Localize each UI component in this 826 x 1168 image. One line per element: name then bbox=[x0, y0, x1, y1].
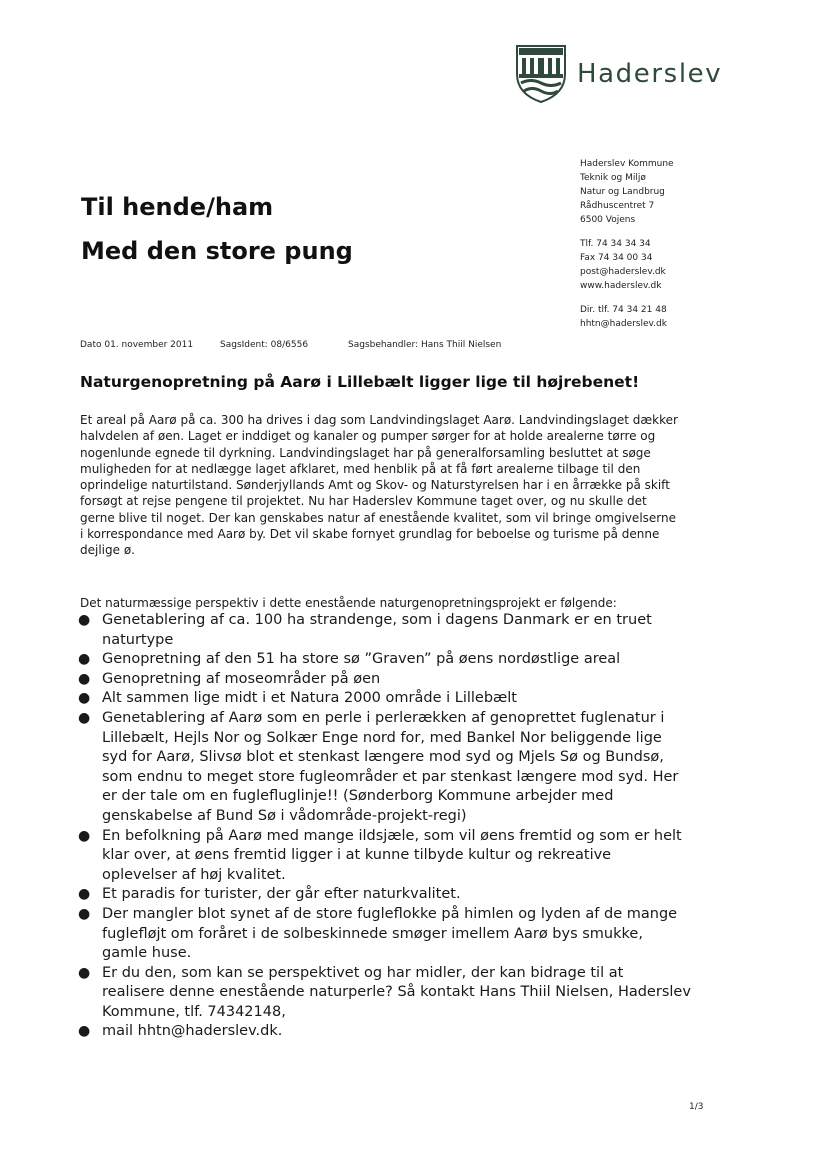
recipient-block bbox=[81, 193, 353, 265]
list-item-line: syd for Aarø, Slivsø blot et stenkast længere mod syd og Mjels Sø og Bundsø, bbox=[102, 749, 664, 766]
list-item-line: Genetablering af Aarø som en perle i perlerækken af genoprettet fuglenatur i bbox=[102, 709, 665, 726]
address-line: Natur og Landbrug bbox=[580, 187, 665, 197]
bullet-icon: ● bbox=[78, 690, 91, 707]
paragraph-line: i korrespondance med Aarø by. Det vil skabe fornyet grundlag for beboelse og turisme på denne bbox=[80, 527, 660, 542]
fax: Fax 74 34 00 34 bbox=[580, 253, 653, 263]
bullet-icon: ● bbox=[78, 905, 91, 922]
bullet-icon: ● bbox=[78, 964, 91, 981]
list-item bbox=[78, 611, 738, 650]
website-link[interactable]: www.haderslev.dk bbox=[580, 281, 662, 291]
list-item-line: som endnu to meget store fugleområder et par stenkast længere mod syd. Her bbox=[102, 768, 679, 785]
recipient-line-1: Til hende/ham bbox=[81, 193, 274, 221]
list-item-line: En befolkning på Aarø med mange ildsjæle, som vil øens fremtid og som er helt bbox=[102, 827, 682, 844]
bullet-icon: ● bbox=[78, 827, 91, 844]
case-handler: Sagsbehandler: Hans Thiil Nielsen bbox=[348, 340, 502, 350]
direct-email-link[interactable]: hhtn@haderslev.dk bbox=[580, 319, 667, 329]
list-item-line: er der tale om en fuglefluglinje!! (Sønderborg Kommune arbejder med bbox=[102, 788, 614, 805]
list-item bbox=[78, 709, 738, 827]
phone: Tlf. 74 34 34 34 bbox=[580, 239, 651, 249]
paragraph-line: muligheden for at nedlægge laget afklaret, med henblik på at få ført arealerne tilbage til den bbox=[80, 461, 641, 476]
list-item-line: Et paradis for turister, der går efter naturkvalitet. bbox=[102, 886, 461, 903]
address-line: Rådhuscentret 7 bbox=[580, 201, 655, 211]
list-item-line: fuglefløjt om foråret i de solbeskinnede smøger imellem Aarø bys smukke, bbox=[102, 925, 643, 942]
email-link[interactable]: post@haderslev.dk bbox=[580, 267, 666, 277]
list-item-line: gamle huse. bbox=[102, 945, 192, 962]
list-item-line: Genopretning af moseområder på øen bbox=[102, 670, 381, 687]
list-item-line: Alt sammen lige midt i et Natura 2000 område i Lillebælt bbox=[102, 690, 517, 707]
paragraph-line: oprindelige naturtilstand. Sønderjyllands Amt og Skov- og Naturstyrelsen har i en årrække på skift bbox=[80, 478, 670, 493]
paragraph-line: nogenlunde egnede til dyrkning. Landvindingslaget har på generalforsamling besluttet at søge bbox=[80, 445, 651, 460]
logo-wordmark: Haderslev bbox=[577, 59, 723, 89]
list-item-line: Lillebælt, Hejls Nor og Solkær Enge nord for, med Bankel Nor beliggende lige bbox=[102, 729, 662, 746]
list-item bbox=[78, 670, 738, 690]
page-number: 1/3 bbox=[689, 1102, 704, 1112]
list-item-line: Genopretning af den 51 ha store sø ”Graven” på øens nordøstlige areal bbox=[102, 651, 621, 668]
list-item-line: oplevelser af høj kvalitet. bbox=[102, 866, 286, 883]
paragraph-line: Et areal på Aarø på ca. 300 ha drives i dag som Landvindingslaget Aarø. Landvindingslaget dækker bbox=[80, 413, 678, 427]
list-item-line: Der mangler blot synet af de store fugleflokke på himlen og lyden af de mange bbox=[102, 905, 678, 922]
list-item bbox=[78, 1022, 738, 1042]
case-id: SagsIdent: 08/6556 bbox=[220, 340, 309, 350]
address-line: Teknik og Miljø bbox=[580, 173, 646, 183]
direct-phone: Dir. tlf. 74 34 21 48 bbox=[580, 305, 667, 315]
bullet-icon: ● bbox=[78, 1023, 91, 1040]
bullets-intro: Det naturmæssige perspektiv i dette enestående naturgenopretningsprojekt er følgende: bbox=[80, 596, 617, 610]
perspective-list bbox=[78, 611, 738, 1042]
bullet-icon: ● bbox=[78, 670, 91, 687]
list-item-line: klar over, at øens fremtid ligger i at kunne tilbyde kultur og rekreative bbox=[102, 847, 612, 864]
list-item-line: Kommune, tlf. 74342148, bbox=[102, 1003, 286, 1020]
coat-of-arms-icon bbox=[513, 40, 569, 104]
sender-address bbox=[580, 157, 674, 331]
address-line: 6500 Vojens bbox=[580, 215, 636, 225]
letter-date: Dato 01. november 2011 bbox=[80, 340, 194, 350]
list-item bbox=[78, 827, 738, 886]
letter-heading: Naturgenopretning på Aarø i Lillebælt ligger lige til højrebenet! bbox=[80, 373, 640, 391]
bullet-icon: ● bbox=[78, 651, 91, 668]
paragraph-line: dejlige ø. bbox=[80, 543, 135, 558]
bullet-icon: ● bbox=[78, 709, 91, 726]
bullet-icon: ● bbox=[78, 612, 91, 628]
paragraph-line: gerne blive til noget. Der kan genskabes natur af enestående kvalitet, som vil bringe omgivelserne bbox=[80, 510, 676, 525]
body-paragraph bbox=[80, 412, 720, 559]
list-item-line: realisere denne enestående naturperle? Så kontakt Hans Thiil Nielsen, Haderslev bbox=[102, 984, 691, 1001]
list-item-line: genskabelse af Bund Sø i vådområde-projekt-regi) bbox=[102, 807, 467, 824]
list-item bbox=[78, 885, 738, 905]
list-item bbox=[78, 689, 738, 709]
list-item-line: mail hhtn@haderslev.dk. bbox=[102, 1023, 283, 1040]
list-item bbox=[78, 650, 738, 670]
address-line: Haderslev Kommune bbox=[580, 159, 674, 169]
list-item-line: Er du den, som kan se perspektivet og har midler, der kan bidrage til at bbox=[102, 964, 624, 981]
recipient-line-2: Med den store pung bbox=[81, 237, 353, 265]
list-item bbox=[78, 964, 738, 1023]
list-item-line: naturtype bbox=[102, 631, 174, 648]
list-item-line: Genetablering af ca. 100 ha strandenge, som i dagens Danmark er en truet bbox=[102, 612, 652, 628]
haderslev-logo bbox=[513, 40, 763, 104]
list-item bbox=[78, 905, 738, 964]
paragraph-line: halvdelen af øen. Laget er inddiget og kanaler og pumper sørger for at holde arealerne tørre og bbox=[80, 429, 656, 444]
paragraph-line: forsøgt at rejse pengene til projektet. Nu har Haderslev Kommune taget over, og nu skulle det bbox=[80, 494, 647, 509]
bullet-icon: ● bbox=[78, 886, 91, 903]
